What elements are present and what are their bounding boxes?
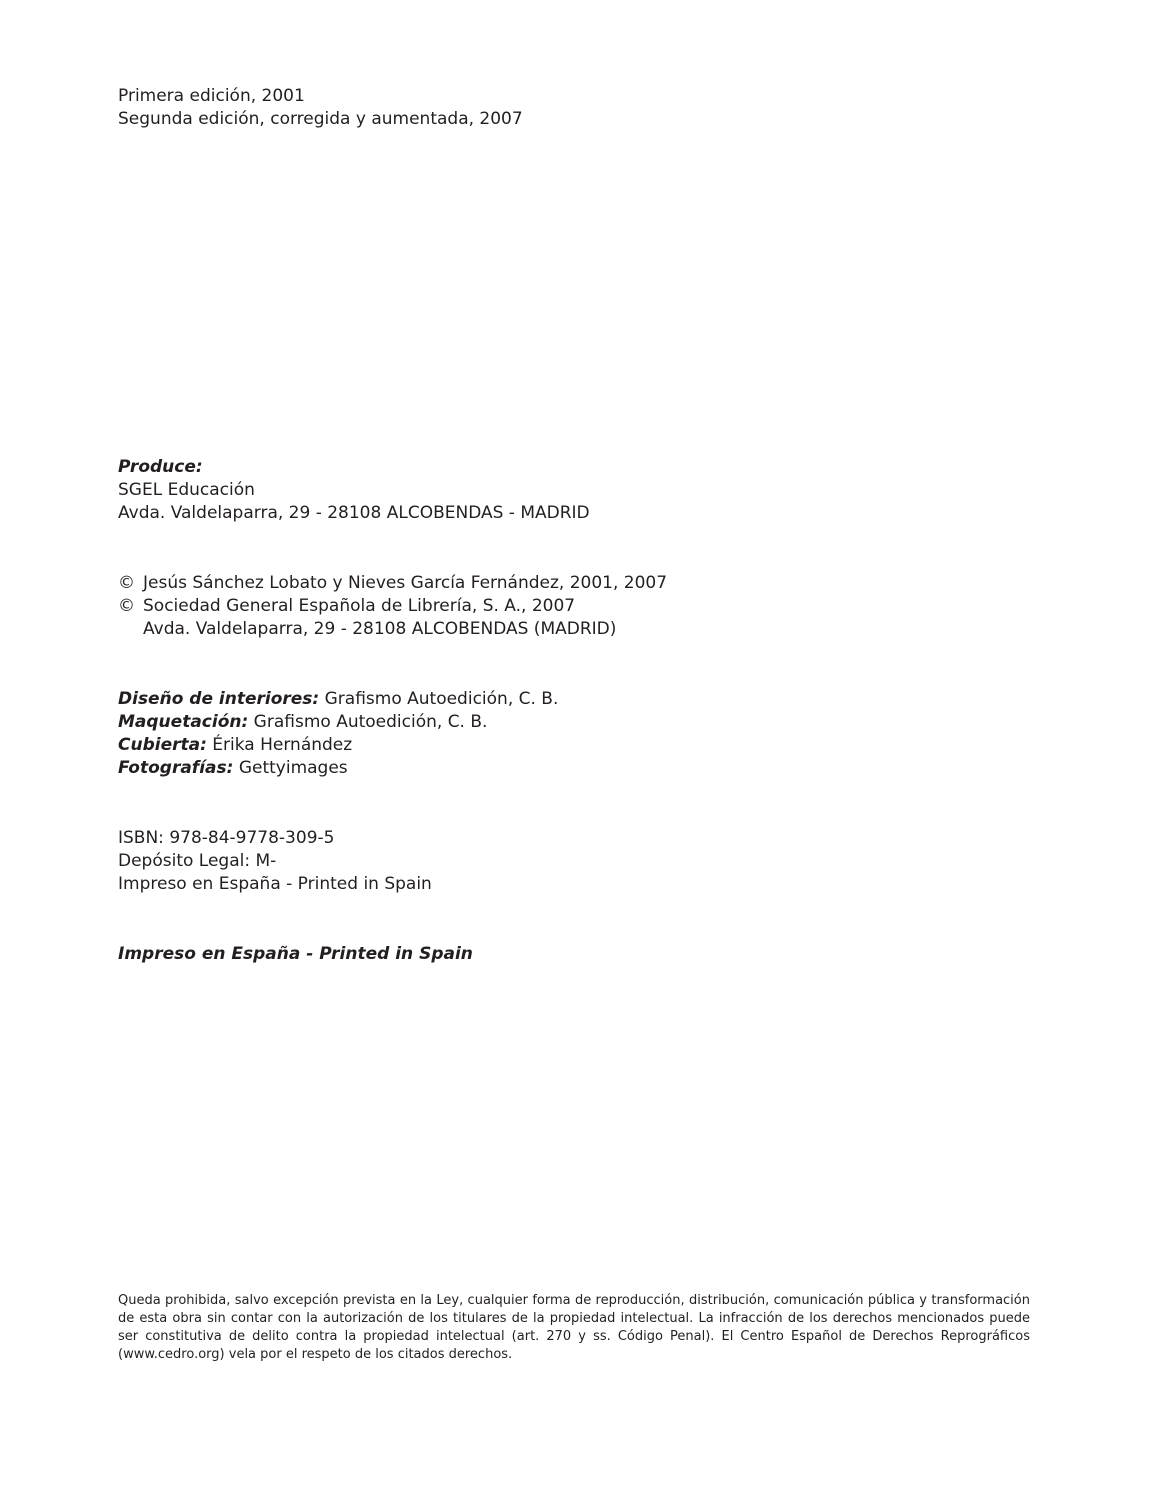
publication-block: [118, 827, 432, 896]
credit-value: Érika Hernández: [206, 735, 353, 755]
credit-cover: [118, 734, 558, 757]
legal-notice: Queda prohibida, salvo excepción prevista en la Ley, cualquier forma de reproducción, distribución, comunicación pública y transformación de esta obra sin contar con la autorización de los titulares de la propiedad intelectual. La infracción de los derechos mencionados puede ser constitutiva de delito contra la propiedad intelectual (art. 270 y ss. Código Penal). El Centro Español de Derechos Reprográficos (www.cedro.org) vela por el respeto de los citados derechos.: [118, 1293, 1030, 1362]
editions-block: [118, 85, 523, 131]
credits-block: [118, 688, 558, 780]
copyright-symbol: ©: [118, 573, 135, 593]
credit-value: Grafismo Autoedición, C. B.: [248, 712, 488, 732]
credit-label: Cubierta:: [118, 735, 207, 755]
credit-value: Grafismo Autoedición, C. B.: [319, 689, 559, 709]
printed-in: Impreso en España - Printed in Spain: [118, 874, 432, 894]
isbn: ISBN: 978-84-9778-309-5: [118, 828, 335, 848]
copyright-authors-row: [118, 572, 667, 595]
produce-label: Produce:: [118, 457, 203, 477]
produce-block: [118, 456, 590, 525]
copyright-block: [118, 572, 667, 641]
credit-layout: [118, 711, 558, 734]
produce-company: SGEL Educación: [118, 480, 255, 500]
copyright-authors: Jesús Sánchez Lobato y Nieves García Fernández, 2001, 2007: [143, 573, 668, 593]
produce-address: Avda. Valdelaparra, 29 - 28108 ALCOBENDAS - MADRID: [118, 503, 590, 523]
credit-label: Fotografías:: [118, 758, 234, 778]
credit-value: Gettyimages: [233, 758, 348, 778]
credit-label: Diseño de interiores:: [118, 689, 320, 709]
copyright-symbol: ©: [118, 596, 135, 616]
copyright-publisher: Sociedad General Española de Librería, S. A., 2007: [143, 596, 576, 616]
copyright-address: Avda. Valdelaparra, 29 - 28108 ALCOBENDAS (MADRID): [143, 619, 617, 639]
credit-photos: [118, 757, 558, 780]
copyright-publisher-row: [118, 595, 667, 618]
first-edition: Primera edición, 2001: [118, 86, 305, 106]
credit-label: Maquetación:: [118, 712, 249, 732]
printed-in-bold: Impreso en España - Printed in Spain: [118, 944, 473, 964]
deposito-legal: Depósito Legal: M-: [118, 851, 277, 871]
second-edition: Segunda edición, corregida y aumentada, 2007: [118, 109, 523, 129]
credit-design: [118, 688, 558, 711]
